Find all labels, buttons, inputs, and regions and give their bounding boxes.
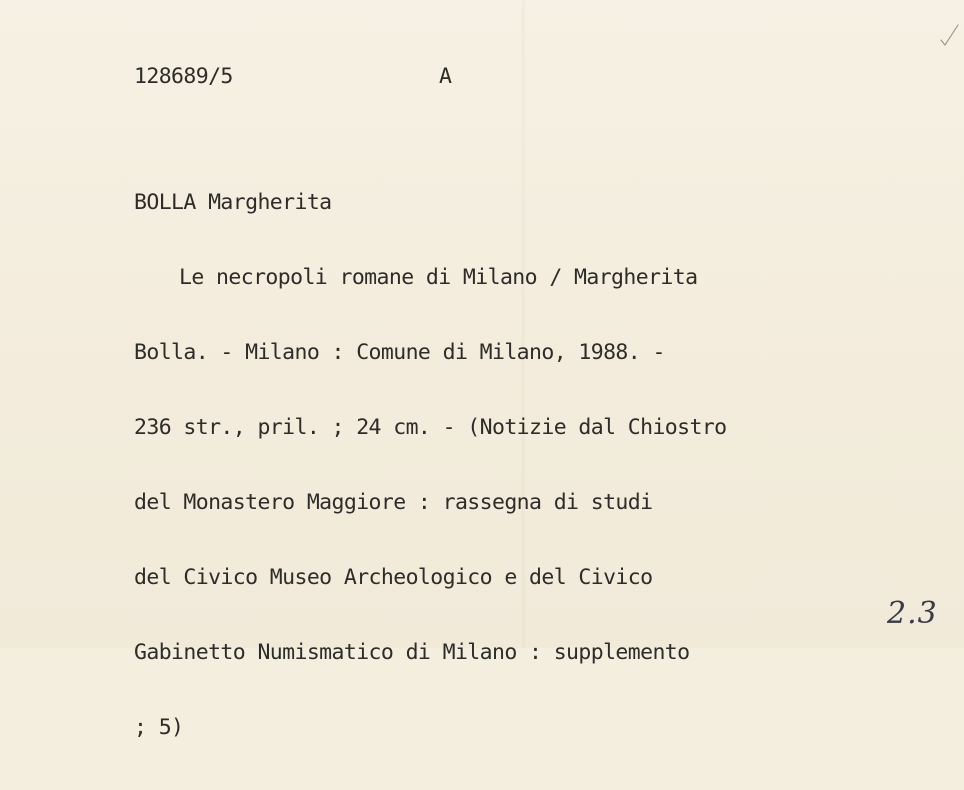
handwritten-note: 2.3 [887, 596, 938, 631]
entry-line: del Monastero Maggiore : rassegna di studi [134, 490, 653, 515]
entry-line: del Civico Museo Archeologico e del Civico [134, 565, 653, 590]
title-line: Le necropoli romane di Milano / Margherita [179, 265, 698, 290]
bibliographic-entry [134, 140, 727, 790]
entry-line: 236 str., pril. ; 24 cm. - (Notizie dal Chiostro [134, 415, 727, 440]
checkmark-icon [938, 22, 960, 48]
entry-line: Bolla. - Milano : Comune di Milano, 1988. - [134, 340, 665, 365]
call-number: 128689/5 [134, 64, 233, 89]
location-code: A [439, 64, 452, 89]
entry-line: Gabinetto Numismatico di Milano : supplemento [134, 640, 690, 665]
author-heading: BOLLA Margherita [134, 190, 332, 215]
entry-line: ; 5) [134, 715, 184, 740]
